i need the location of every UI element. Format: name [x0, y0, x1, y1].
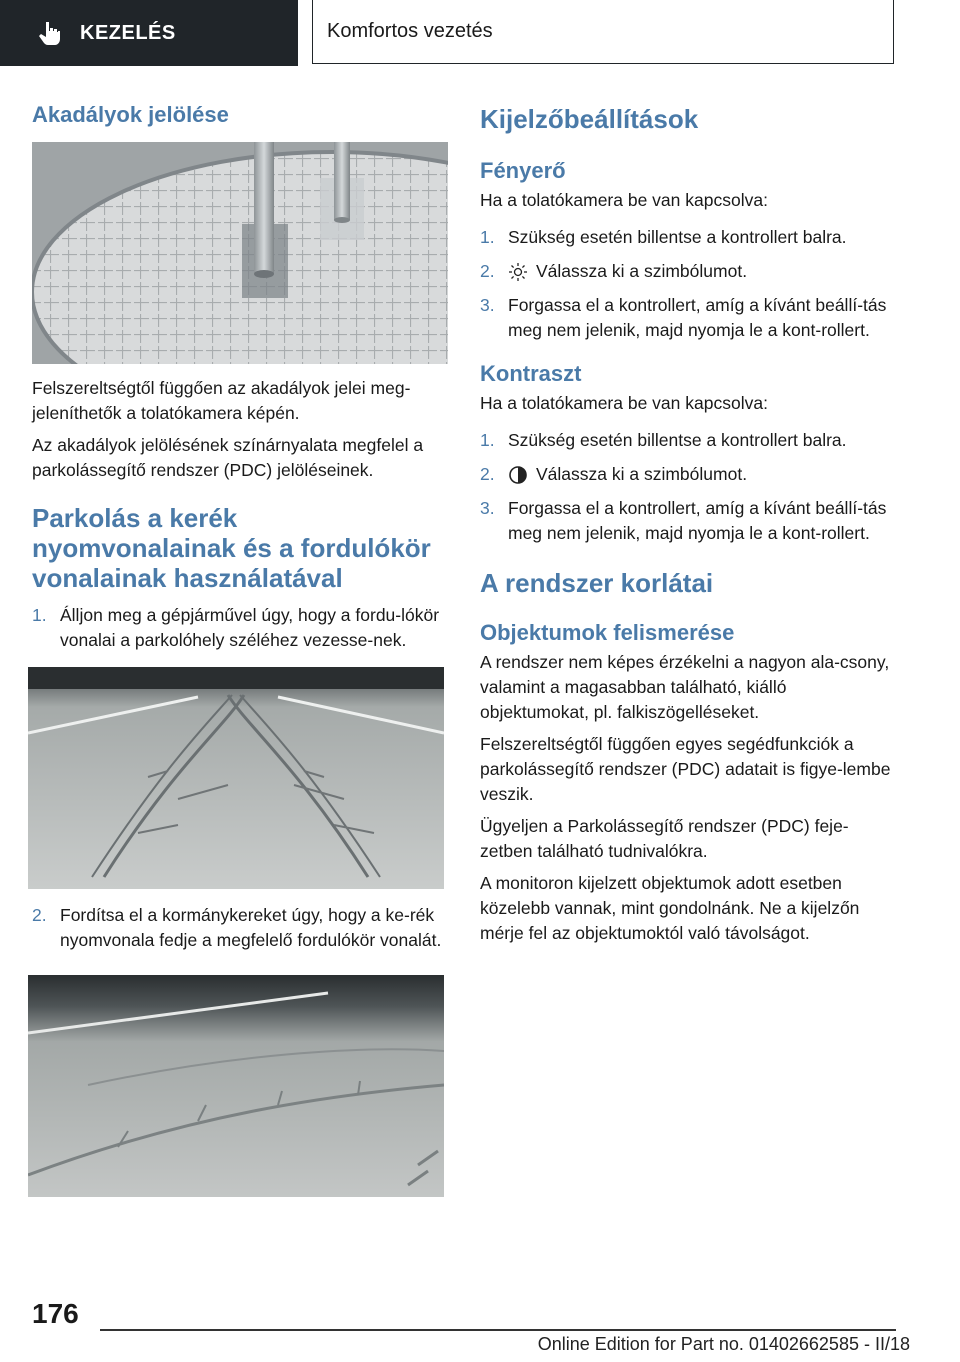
obstacle-markers-image: [32, 142, 448, 364]
list-item: [480, 225, 892, 250]
contrast-intro: Ha a tolatókamera be van kapcsolva:: [480, 393, 768, 413]
step-number: 1.: [32, 605, 47, 625]
list-item: [32, 603, 448, 653]
edition-note: Online Edition for Part no. 01402662585 - II/18: [537, 1334, 910, 1354]
wheel-track-overlay-image: [28, 975, 444, 1197]
obstacles-heading: Akadályok jelölése: [32, 102, 229, 127]
chapter-header: [312, 0, 894, 64]
step-number: 2.: [32, 905, 47, 925]
section-title: KEZELÉS: [80, 21, 176, 44]
parking-heading-line-3: vonalainak használatával: [32, 563, 343, 593]
section-tab: [0, 0, 298, 66]
step-number: 1.: [480, 227, 495, 247]
contrast-heading: Kontraszt: [480, 361, 582, 386]
chapter-title: Komfortos vezetés: [327, 20, 493, 42]
right-column: [480, 90, 892, 953]
objects-paragraph-4: A monitoron kijelzett objektumok adott esetben közelebb vannak, mint gondolnánk. Ne a kijelzőn mérje fel az objektumoktól való távolságot.: [480, 873, 860, 943]
parking-steps-continued: [32, 903, 448, 953]
list-item: [480, 259, 892, 284]
brightness-heading: Fényerő: [480, 158, 566, 183]
obstacles-paragraph-2: Az akadályok jelölésének színárnyalata megfelel a parkolássegítő rendszer (PDC) jelöléseinek.: [32, 435, 424, 480]
step-text: Forgassa el a kontrollert, amíg a kívánt beállí-tás meg nem jelenik, majd nyomja le a kont-rollert.: [508, 295, 887, 340]
objects-paragraph-3: Ügyeljen a Parkolássegítő rendszer (PDC) feje-zetben található tudnivalókra.: [480, 816, 849, 861]
step-text: Válassza ki a szimbólumot.: [536, 261, 748, 281]
contrast-steps: [480, 428, 892, 546]
turning-circle-lines-image: [28, 667, 444, 889]
step-text: Szükség esetén billentse a kontrollert balra.: [508, 227, 847, 247]
footer-divider: [100, 1329, 896, 1331]
list-item: [480, 462, 892, 487]
page-number: 176: [32, 1298, 79, 1329]
brightness-intro: Ha a tolatókamera be van kapcsolva:: [480, 190, 768, 210]
step-text: Álljon meg a gépjárművel úgy, hogy a fordu-lókör vonalai a parkolóhely széléhez vezesse-nek.: [60, 605, 440, 650]
brightness-steps: [480, 225, 892, 343]
objects-paragraph-1: A rendszer nem képes érzékelni a nagyon ala-csony, valamint a magasabban található, kiálló objektumokat, pl. falkiszögelléseket.: [480, 652, 890, 722]
hand-pointer-icon: [36, 19, 64, 47]
object-detection-heading: Objektumok felismerése: [480, 620, 735, 645]
step-number: 1.: [480, 430, 495, 450]
left-column: [32, 90, 448, 1197]
step-number: 3.: [480, 295, 495, 315]
list-item: [480, 496, 892, 546]
step-number: 2.: [480, 261, 495, 281]
list-item: [480, 428, 892, 453]
step-text: Válassza ki a szimbólumot.: [536, 464, 748, 484]
system-limits-heading: A rendszer korlátai: [480, 568, 714, 598]
list-item: [480, 293, 892, 343]
step-text: Forgassa el a kontrollert, amíg a kívánt beállí-tás meg nem jelenik, majd nyomja le a kont-rollert.: [508, 498, 887, 543]
list-item: [32, 903, 448, 953]
sun-icon: [508, 262, 528, 282]
obstacles-paragraph-1: Felszereltségtől függően az akadályok jelei meg-jeleníthetők a tolatókamera képén.: [32, 378, 411, 423]
parking-heading-line-2: nyomvonalainak és a fordulókör: [32, 533, 431, 563]
parking-steps: [32, 603, 448, 653]
display-settings-heading: Kijelzőbeállítások: [480, 104, 699, 134]
step-number: 3.: [480, 498, 495, 518]
step-text: Szükség esetén billentse a kontrollert balra.: [508, 430, 847, 450]
step-text: Fordítsa el a kormánykereket úgy, hogy a ke-rék nyomvonala fedje a megfelelő fordulókör vonalát.: [60, 905, 442, 950]
step-number: 2.: [480, 464, 495, 484]
parking-heading-line-1: Parkolás a kerék: [32, 503, 238, 533]
contrast-icon: [508, 465, 528, 485]
parking-heading: [32, 503, 448, 593]
objects-paragraph-2: Felszereltségtől függően egyes segédfunkciók a parkolássegítő rendszer (PDC) adatait is figye-lembe veszik.: [480, 734, 891, 804]
